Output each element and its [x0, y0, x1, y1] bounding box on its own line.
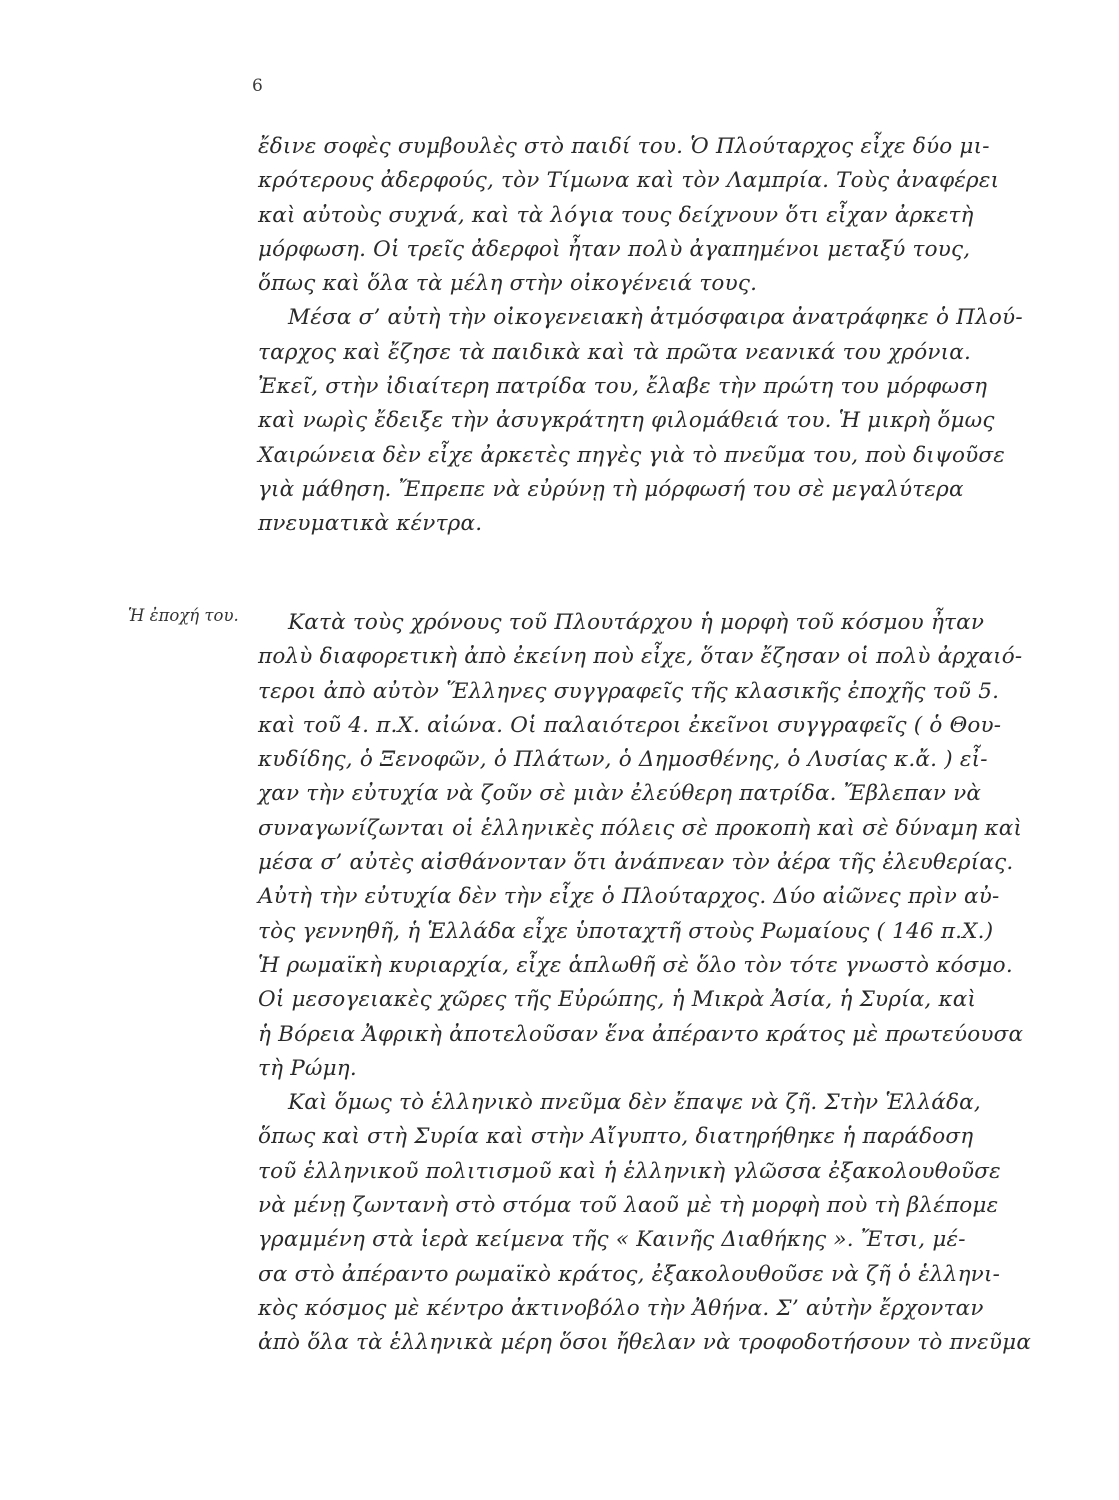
text-line: Οἱ μεσογειακὲς χῶρες τῆς Εὐρώπης, ἡ Μικρὰ Ἀσία, ἡ Συρία, καὶ: [258, 987, 977, 1013]
text-line: τεροι ἀπὸ αὐτὸν Ἕλληνες συγγραφεῖς τῆς κλασικῆς ἐποχῆς τοῦ 5.: [258, 678, 1000, 704]
body-text-block-2: [258, 606, 1078, 1361]
text-line: Κατὰ τοὺς χρόνους τοῦ Πλουτάρχου ἡ μορφὴ τοῦ κόσμου ἦταν: [288, 610, 985, 635]
text-line: Αὐτὴ τὴν εὐτυχία δὲν τὴν εἶχε ὁ Πλούταρχος. Δύο αἰῶνες πρὶν αὐ-: [258, 884, 1000, 910]
body-text-block-1: [258, 130, 1078, 542]
text-line: ἀπὸ ὅλα τὰ ἑλληνικὰ μέρη ὅσοι ἤθελαν νὰ τροφοδοτήσουν τὸ πνεῦμα: [258, 1330, 1032, 1356]
text-line: ἡ Βόρεια Ἀφρικὴ ἀποτελοῦσαν ἕνα ἀπέραντο κράτος μὲ πρωτεύουσα: [258, 1021, 1024, 1047]
text-line: ταρχος καὶ ἔζησε τὰ παιδικὰ καὶ τὰ πρῶτα νεανικά του χρόνια.: [258, 339, 972, 365]
text-line: κυδίδης, ὁ Ξενοφῶν, ὁ Πλάτων, ὁ Δημοσθένης, ὁ Λυσίας κ.ἄ. ) εἶ-: [258, 747, 988, 773]
text-line: Μέσα σ’ αὐτὴ τὴν οἰκογενειακὴ ἀτμόσφαιρα ἀνατράφηκε ὁ Πλού-: [288, 305, 1023, 331]
text-line: πνευματικὰ κέντρα.: [258, 511, 483, 537]
text-line: γραμμένη στὰ ἱερὰ κείμενα τῆς « Καινῆς Διαθήκης ». Ἔτσι, μέ-: [258, 1227, 966, 1253]
text-line: Ἐκεῖ, στὴν ἰδιαίτερη πατρίδα του, ἔλαβε τὴν πρώτη του μόρφωση: [258, 374, 988, 400]
page-number: 6: [252, 76, 263, 96]
text-line: καὶ αὐτοὺς συχνά, καὶ τὰ λόγια τους δείχνουν ὅτι εἶχαν ἀρκετὴ: [258, 202, 974, 228]
text-line: Καὶ ὅμως τὸ ἑλληνικὸ πνεῦμα δὲν ἔπαψε νὰ ζῆ. Στὴν Ἑλλάδα,: [288, 1090, 981, 1116]
text-line: μέσα σ’ αὐτὲς αἰσθάνονταν ὅτι ἀνάπνεαν τὸν ἀέρα τῆς ἐλευθερίας.: [258, 850, 1014, 876]
text-line: ἔδινε σοφὲς συμβουλὲς στὸ παιδί του. Ὁ Πλούταρχος εἶχε δύο μι-: [258, 134, 990, 159]
margin-note: Ἡ ἐποχή του.: [128, 606, 239, 625]
text-line: χαν τὴν εὐτυχία νὰ ζοῦν σὲ μιὰν ἐλεύθερη πατρίδα. Ἔβλεπαν νὰ: [258, 781, 982, 807]
text-line: τὸς γεννηθῆ, ἡ Ἑλλάδα εἶχε ὑποταχτῆ στοὺς Ρωμαίους ( 146 π.Χ.): [258, 918, 994, 944]
text-line: συναγωνίζωνται οἱ ἑλληνικὲς πόλεις σὲ προκοπὴ καὶ σὲ δύναμη καὶ: [258, 815, 1023, 841]
text-line: νὰ μένῃ ζωντανὴ στὸ στόμα τοῦ λαοῦ μὲ τὴ μορφὴ ποὺ τὴ βλέπομε: [258, 1193, 999, 1219]
text-line: πολὺ διαφορετικὴ ἀπὸ ἐκείνη ποὺ εἶχε, ὅταν ἔζησαν οἱ πολὺ ἀρχαιό-: [258, 644, 1023, 670]
text-line: ὅπως καὶ ὅλα τὰ μέλη στὴν οἰκογένειά τους.: [258, 271, 758, 297]
text-line: Ἡ ρωμαϊκὴ κυριαρχία, εἶχε ἁπλωθῆ σὲ ὅλο τὸν τότε γνωστὸ κόσμο.: [258, 952, 1013, 978]
text-line: καὶ τοῦ 4. π.Χ. αἰώνα. Οἱ παλαιότεροι ἐκεῖνοι συγγραφεῖς ( ὁ Θου-: [258, 712, 1002, 738]
text-line: καὶ νωρὶς ἔδειξε τὴν ἀσυγκράτητη φιλομάθειά του. Ἡ μικρὴ ὅμως: [258, 408, 995, 434]
text-line: Χαιρώνεια δὲν εἶχε ἀρκετὲς πηγὲς γιὰ τὸ πνεῦμα του, ποὺ διψοῦσε: [258, 442, 1006, 468]
text-line: κὸς κόσμος μὲ κέντρο ἀκτινοβόλο τὴν Ἀθήνα. Σ’ αὐτὴν ἔρχονταν: [258, 1295, 984, 1321]
text-line: γιὰ μάθηση. Ἔπρεπε νὰ εὐρύνῃ τὴ μόρφωσή του σὲ μεγαλύτερα: [258, 476, 964, 502]
text-line: τὴ Ρώμη.: [258, 1055, 357, 1081]
text-line: σα στὸ ἀπέραντο ρωμαϊκὸ κράτος, ἐξακολουθοῦσε νὰ ζῆ ὁ ἑλληνι-: [258, 1261, 1001, 1287]
text-line: κρότερους ἀδερφούς, τὸν Τίμωνα καὶ τὸν Λαμπρία. Τοὺς ἀναφέρει: [258, 168, 1000, 194]
text-line: μόρφωση. Οἱ τρεῖς ἀδερφοὶ ἦταν πολὺ ἀγαπημένοι μεταξύ τους,: [258, 236, 971, 262]
text-line: τοῦ ἑλληνικοῦ πολιτισμοῦ καὶ ἡ ἑλληνικὴ γλῶσσα ἐξακολουθοῦσε: [258, 1158, 1001, 1184]
text-line: ὅπως καὶ στὴ Συρία καὶ στὴν Αἴγυπτο, διατηρήθηκε ἡ παράδοση: [258, 1124, 974, 1150]
